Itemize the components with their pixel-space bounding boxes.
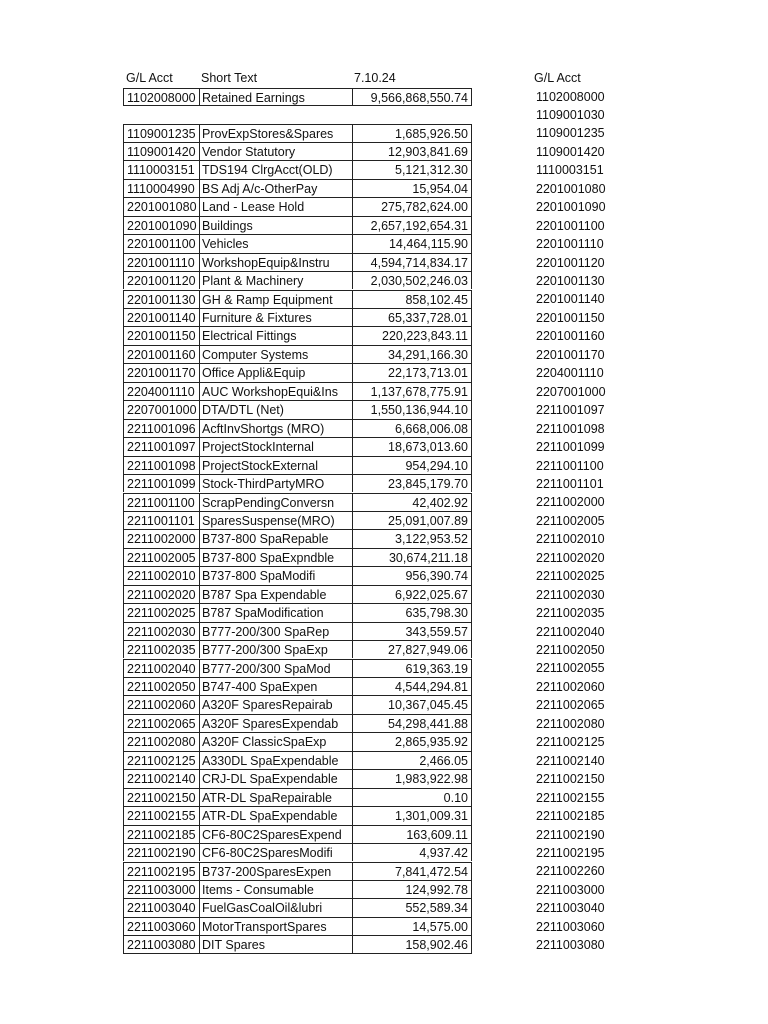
gl-acct-cell: 2211001101	[123, 511, 199, 529]
amount-cell: 9,566,868,550.74	[352, 88, 472, 106]
table-row	[0, 677, 768, 695]
amount-cell: 65,337,728.01	[352, 308, 472, 326]
short-text-cell: DIT Spares	[199, 935, 352, 953]
gl-acct-cell: 1110003151	[123, 160, 199, 178]
gl-acct-cell: 2201001160	[123, 345, 199, 363]
right-gl-acct-cell: 1109001030	[536, 107, 605, 122]
amount-cell: 619,363.19	[352, 659, 472, 677]
table-row	[0, 548, 768, 566]
short-text-cell: A320F ClassicSpaExp	[199, 732, 352, 750]
amount-cell: 2,030,502,246.03	[352, 271, 472, 289]
table-row	[0, 825, 768, 843]
table-row	[0, 751, 768, 769]
amount-cell: 54,298,441.88	[352, 714, 472, 732]
gl-acct-cell: 2211002035	[123, 640, 199, 658]
table-row	[0, 640, 768, 658]
amount-cell: 30,674,211.18	[352, 548, 472, 566]
gl-acct-cell: 1109001235	[123, 124, 199, 142]
gl-acct-cell: 2211002150	[123, 788, 199, 806]
gl-acct-cell: 1102008000	[123, 88, 199, 106]
table-row	[0, 862, 768, 880]
short-text-cell: Buildings	[199, 216, 352, 234]
right-gl-acct-cell: 2211002185	[536, 809, 605, 824]
short-text-cell: B737-800 SpaRepable	[199, 529, 352, 547]
amount-cell: 18,673,013.60	[352, 437, 472, 455]
right-gl-acct-cell: 1109001235	[536, 126, 605, 141]
short-text-cell: Land - Lease Hold	[199, 197, 352, 215]
right-gl-acct-cell: 2201001140	[536, 292, 605, 307]
table-row	[0, 197, 768, 215]
gl-acct-cell: 2201001170	[123, 363, 199, 381]
amount-cell: 954,294.10	[352, 456, 472, 474]
gl-acct-cell: 2201001100	[123, 234, 199, 252]
table-row	[0, 326, 768, 344]
short-text-cell: Office Appli&Equip	[199, 363, 352, 381]
table-row	[0, 216, 768, 234]
amount-cell: 163,609.11	[352, 825, 472, 843]
gl-acct-cell: 2211003000	[123, 880, 199, 898]
amount-cell: 220,223,843.11	[352, 326, 472, 344]
amount-cell: 2,865,935.92	[352, 732, 472, 750]
gl-acct-cell: 2211001100	[123, 493, 199, 511]
header-date: 7.10.24	[354, 70, 396, 85]
amount-cell: 6,668,006.08	[352, 419, 472, 437]
table-row	[0, 898, 768, 916]
table-row	[0, 806, 768, 824]
short-text-cell: Stock-ThirdPartyMRO	[199, 474, 352, 492]
amount-cell: 1,301,009.31	[352, 806, 472, 824]
right-gl-acct-cell: 2207001000	[536, 384, 606, 399]
short-text-cell: ATR-DL SpaExpendable	[199, 806, 352, 824]
amount-cell: 1,685,926.50	[352, 124, 472, 142]
gl-acct-cell: 2211002050	[123, 677, 199, 695]
gl-acct-cell: 2211001098	[123, 456, 199, 474]
right-gl-acct-cell: 2211002025	[536, 569, 605, 584]
short-text-cell: B777-200/300 SpaMod	[199, 659, 352, 677]
right-gl-acct-cell: 2201001150	[536, 310, 605, 325]
amount-cell: 4,594,714,834.17	[352, 253, 472, 271]
right-gl-acct-cell: 2211002155	[536, 790, 605, 805]
table-row	[0, 622, 768, 640]
short-text-cell: Plant & Machinery	[199, 271, 352, 289]
right-gl-acct-cell: 2211001097	[536, 403, 605, 418]
table-row	[0, 363, 768, 381]
gl-acct-cell: 2211002000	[123, 529, 199, 547]
amount-cell: 858,102.45	[352, 290, 472, 308]
table-row	[0, 511, 768, 529]
right-gl-acct-cell: 2211002000	[536, 495, 605, 510]
short-text-cell: Furniture & Fixtures	[199, 308, 352, 326]
gl-acct-cell: 2201001080	[123, 197, 199, 215]
right-gl-acct-cell: 2201001080	[536, 181, 606, 196]
table-row	[0, 714, 768, 732]
short-text-cell: B787 Spa Expendable	[199, 585, 352, 603]
right-gl-acct-cell: 2211002190	[536, 827, 605, 842]
right-gl-acct-cell: 2211002195	[536, 845, 605, 860]
table-row	[0, 271, 768, 289]
gl-acct-cell: 2211002185	[123, 825, 199, 843]
header-gl-acct: G/L Acct	[126, 70, 173, 85]
table-row	[0, 124, 768, 142]
short-text-cell: ProjectStockInternal	[199, 437, 352, 455]
amount-cell: 42,402.92	[352, 493, 472, 511]
right-gl-acct-cell: 2211001100	[536, 458, 604, 473]
right-gl-acct-cell: 2201001160	[536, 329, 605, 344]
amount-cell: 27,827,949.06	[352, 640, 472, 658]
short-text-cell: TDS194 ClrgAcct(OLD)	[199, 160, 352, 178]
gl-acct-cell: 1110004990	[123, 179, 199, 197]
right-gl-acct-cell: 2211002080	[536, 716, 605, 731]
table-row	[0, 400, 768, 418]
table-row	[0, 585, 768, 603]
right-gl-acct-cell: 2211002065	[536, 698, 605, 713]
right-gl-acct-cell: 2201001090	[536, 200, 606, 215]
short-text-cell: B747-400 SpaExpen	[199, 677, 352, 695]
right-gl-acct-cell: 2211002030	[536, 587, 605, 602]
gl-acct-cell: 2211003060	[123, 917, 199, 935]
short-text-cell: B787 SpaModification	[199, 603, 352, 621]
gl-acct-cell: 2211001099	[123, 474, 199, 492]
table-row	[0, 308, 768, 326]
right-gl-acct-cell: 2211002040	[536, 624, 605, 639]
short-text-cell: ProvExpStores&Spares	[199, 124, 352, 142]
gl-acct-cell: 2211001097	[123, 437, 199, 455]
table-row	[0, 88, 768, 106]
short-text-cell: ATR-DL SpaRepairable	[199, 788, 352, 806]
short-text-cell: Vehicles	[199, 234, 352, 252]
amount-cell: 10,367,045.45	[352, 695, 472, 713]
amount-cell: 25,091,007.89	[352, 511, 472, 529]
right-gl-acct-cell: 2211002020	[536, 550, 605, 565]
table-row	[0, 382, 768, 400]
right-gl-acct-cell: 2211002010	[536, 532, 605, 547]
gl-acct-cell: 2211002125	[123, 751, 199, 769]
right-gl-acct-cell: 2204001110	[536, 366, 604, 381]
right-gl-acct-cell: 2211002055	[536, 661, 605, 676]
table-row	[0, 234, 768, 252]
short-text-cell: B737-800 SpaExpndble	[199, 548, 352, 566]
right-gl-acct-cell: 2211002005	[536, 513, 605, 528]
table-row	[0, 456, 768, 474]
amount-cell: 6,922,025.67	[352, 585, 472, 603]
amount-cell: 23,845,179.70	[352, 474, 472, 492]
right-gl-acct-cell: 1109001420	[536, 144, 605, 159]
short-text-cell: Items - Consumable	[199, 880, 352, 898]
table-row	[0, 253, 768, 271]
amount-cell: 14,575.00	[352, 917, 472, 935]
short-text-cell: AcftInvShortgs (MRO)	[199, 419, 352, 437]
right-gl-acct-cell: 2211002140	[536, 753, 605, 768]
short-text-cell: ScrapPendingConversn	[199, 493, 352, 511]
gl-acct-cell: 2211002005	[123, 548, 199, 566]
right-gl-acct-cell: 2211003080	[536, 938, 605, 953]
amount-cell: 2,466.05	[352, 751, 472, 769]
table-row	[0, 529, 768, 547]
amount-cell: 12,903,841.69	[352, 142, 472, 160]
header-short-text: Short Text	[201, 70, 258, 85]
table-row	[0, 659, 768, 677]
short-text-cell: B777-200/300 SpaExp	[199, 640, 352, 658]
table-row	[0, 788, 768, 806]
gl-acct-cell: 2201001130	[123, 290, 199, 308]
right-gl-acct-cell: 1110003151	[536, 163, 604, 178]
gl-acct-cell: 2211002065	[123, 714, 199, 732]
right-gl-acct-cell: 2211001098	[536, 421, 605, 436]
short-text-cell: CRJ-DL SpaExpendable	[199, 769, 352, 787]
amount-cell: 158,902.46	[352, 935, 472, 953]
right-gl-acct-cell: 2201001120	[536, 255, 605, 270]
amount-cell: 343,559.57	[352, 622, 472, 640]
right-gl-acct-cell: 2201001110	[536, 237, 604, 252]
gl-acct-cell: 2211002155	[123, 806, 199, 824]
right-gl-acct-cell: 2211002150	[536, 772, 605, 787]
short-text-cell: A320F SparesExpendab	[199, 714, 352, 732]
right-gl-acct-cell: 2211003000	[536, 882, 605, 897]
gl-acct-cell: 2201001140	[123, 308, 199, 326]
table-row	[0, 566, 768, 584]
amount-cell: 956,390.74	[352, 566, 472, 584]
short-text-cell: GH & Ramp Equipment	[199, 290, 352, 308]
gl-acct-cell: 2201001120	[123, 271, 199, 289]
table-row	[0, 769, 768, 787]
gl-acct-cell: 2211002010	[123, 566, 199, 584]
short-text-cell: B737-200SparesExpen	[199, 862, 352, 880]
table-row	[0, 880, 768, 898]
amount-cell: 22,173,713.01	[352, 363, 472, 381]
header-right-gl-acct: G/L Acct	[534, 70, 581, 85]
short-text-cell: CF6-80C2SparesExpend	[199, 825, 352, 843]
gl-acct-cell: 2201001150	[123, 326, 199, 344]
table-row	[0, 179, 768, 197]
short-text-cell: DTA/DTL (Net)	[199, 400, 352, 418]
gl-acct-cell: 2211001096	[123, 419, 199, 437]
amount-cell: 4,544,294.81	[352, 677, 472, 695]
amount-cell: 3,122,953.52	[352, 529, 472, 547]
amount-cell: 275,782,624.00	[352, 197, 472, 215]
table-row	[0, 345, 768, 363]
table-row	[0, 843, 768, 861]
gl-acct-cell: 2211002140	[123, 769, 199, 787]
table-row	[0, 695, 768, 713]
table-row	[0, 160, 768, 178]
gl-acct-cell: 2204001110	[123, 382, 199, 400]
right-gl-acct-cell: 2201001100	[536, 218, 605, 233]
gl-acct-cell: 2211003080	[123, 935, 199, 953]
gl-acct-cell: 2211002040	[123, 659, 199, 677]
header-row	[0, 69, 768, 87]
short-text-cell: BS Adj A/c-OtherPay	[199, 179, 352, 197]
right-gl-acct-cell: 2211002035	[536, 606, 605, 621]
right-gl-acct-cell: 2201001130	[536, 274, 605, 288]
short-text-cell: B777-200/300 SpaRep	[199, 622, 352, 640]
gl-acct-cell: 2211002080	[123, 732, 199, 750]
amount-cell: 2,657,192,654.31	[352, 216, 472, 234]
short-text-cell: FuelGasCoalOil&lubri	[199, 898, 352, 916]
right-gl-acct-cell: 2201001170	[536, 347, 605, 362]
table-row	[0, 474, 768, 492]
amount-cell: 1,137,678,775.91	[352, 382, 472, 400]
table-row	[0, 935, 768, 953]
short-text-cell: Computer Systems	[199, 345, 352, 363]
amount-cell: 1,550,136,944.10	[352, 400, 472, 418]
gl-acct-cell: 1109001420	[123, 142, 199, 160]
short-text-cell: A320F SparesRepairab	[199, 695, 352, 713]
amount-cell: 1,983,922.98	[352, 769, 472, 787]
gl-acct-cell: 2211003040	[123, 898, 199, 916]
right-gl-acct-cell: 1102008000	[536, 89, 605, 104]
gl-acct-cell: 2211002190	[123, 843, 199, 861]
short-text-cell: WorkshopEquip&Instru	[199, 253, 352, 271]
amount-cell: 635,798.30	[352, 603, 472, 621]
gl-acct-cell: 2207001000	[123, 400, 199, 418]
amount-cell: 4,937.42	[352, 843, 472, 861]
amount-cell: 0.10	[352, 788, 472, 806]
amount-cell: 15,954.04	[352, 179, 472, 197]
amount-cell: 14,464,115.90	[352, 234, 472, 252]
gl-acct-cell: 2211002020	[123, 585, 199, 603]
table-row	[0, 290, 768, 308]
amount-cell: 124,992.78	[352, 880, 472, 898]
table-row	[0, 732, 768, 750]
table-row	[0, 603, 768, 621]
gl-acct-cell: 2211002030	[123, 622, 199, 640]
short-text-cell: B737-800 SpaModifi	[199, 566, 352, 584]
short-text-cell: Vendor Statutory	[199, 142, 352, 160]
table-row	[0, 493, 768, 511]
gl-acct-cell: 2211002195	[123, 862, 199, 880]
gl-acct-cell: 2211002025	[123, 603, 199, 621]
short-text-cell: CF6-80C2SparesModifi	[199, 843, 352, 861]
short-text-cell: SparesSuspense(MRO)	[199, 511, 352, 529]
gl-acct-cell: 2201001090	[123, 216, 199, 234]
table-row	[0, 437, 768, 455]
table-row	[0, 142, 768, 160]
short-text-cell: Retained Earnings	[199, 88, 352, 106]
short-text-cell: Electrical Fittings	[199, 326, 352, 344]
right-gl-acct-cell: 2211002125	[536, 735, 605, 750]
amount-cell: 7,841,472.54	[352, 862, 472, 880]
amount-cell: 34,291,166.30	[352, 345, 472, 363]
gl-acct-cell: 2211002060	[123, 695, 199, 713]
right-gl-acct-cell: 2211003060	[536, 919, 605, 934]
right-gl-acct-cell: 2211001099	[536, 440, 605, 455]
right-gl-acct-cell: 2211003040	[536, 901, 605, 916]
right-gl-acct-cell: 2211002260	[536, 864, 605, 879]
short-text-cell: ProjectStockExternal	[199, 456, 352, 474]
short-text-cell: MotorTransportSpares	[199, 917, 352, 935]
short-text-cell: A330DL SpaExpendable	[199, 751, 352, 769]
table-row	[0, 419, 768, 437]
short-text-cell: AUC WorkshopEqui&Ins	[199, 382, 352, 400]
right-gl-acct-cell: 2211002050	[536, 643, 605, 657]
right-gl-acct-cell: 2211001101	[536, 476, 604, 491]
gl-acct-cell: 2201001110	[123, 253, 199, 271]
amount-cell: 552,589.34	[352, 898, 472, 916]
table-row	[0, 917, 768, 935]
right-gl-acct-cell: 2211002060	[536, 679, 605, 694]
amount-cell: 5,121,312.30	[352, 160, 472, 178]
